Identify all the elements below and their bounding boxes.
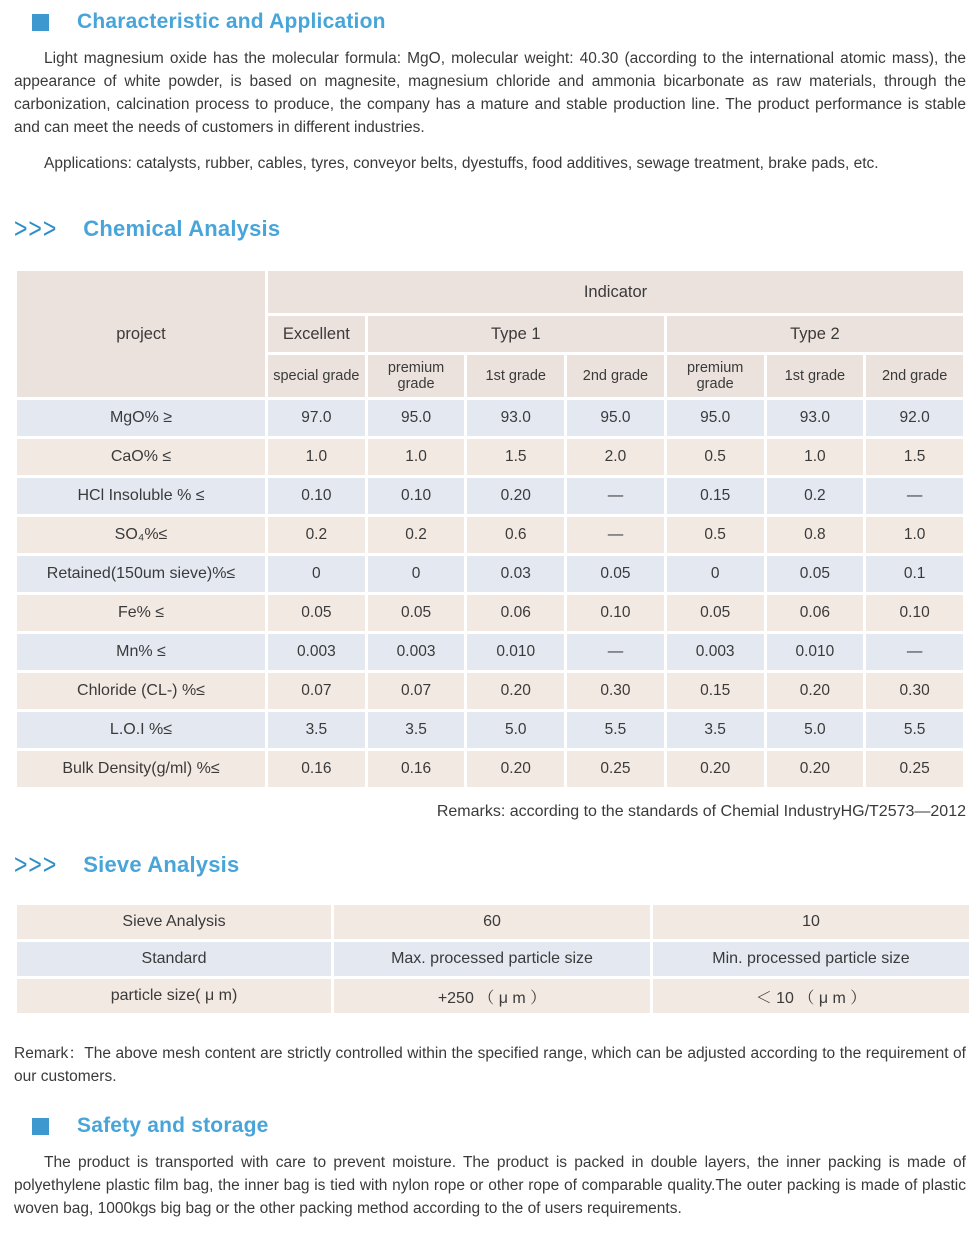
- cell-value: —: [866, 478, 963, 514]
- cell-value: 0.10: [567, 595, 664, 631]
- cell-value: 0.20: [467, 478, 564, 514]
- cell-value: ＜ 10 （ μ m ）: [653, 979, 969, 1013]
- section-title: Safety and storage: [77, 1114, 269, 1137]
- header-project: project: [17, 271, 265, 397]
- cell-value: 5.0: [467, 712, 564, 748]
- cell-value: 0.25: [567, 751, 664, 787]
- row-label: CaO% ≤: [17, 439, 265, 475]
- section-heading-safety: [32, 1114, 966, 1138]
- row-label: SO₄%≤: [17, 517, 265, 553]
- cell-value: 0.003: [368, 634, 465, 670]
- cell-value: 3.5: [667, 712, 764, 748]
- cell-value: 0.30: [866, 673, 963, 709]
- cell-value: +250 （ μ m ）: [334, 979, 650, 1013]
- cell-value: 0.05: [268, 595, 365, 631]
- cell-value: 1.0: [866, 517, 963, 553]
- header-grade: premium grade: [667, 355, 764, 397]
- header-grade: premium grade: [368, 355, 465, 397]
- row-label: Fe% ≤: [17, 595, 265, 631]
- square-bullet-icon: [32, 14, 49, 31]
- cell-value: 0.30: [567, 673, 664, 709]
- table-row-mgo: [17, 400, 963, 436]
- cell-value: 1.5: [467, 439, 564, 475]
- cell-value: 0.25: [866, 751, 963, 787]
- cell-value: 0.8: [767, 517, 864, 553]
- cell-value: 0.5: [667, 439, 764, 475]
- cell-value: 95.0: [667, 400, 764, 436]
- cell-value: 0.010: [767, 634, 864, 670]
- cell-value: 95.0: [368, 400, 465, 436]
- cell-value: Max. processed particle size: [334, 942, 650, 976]
- sieve-analysis-table: [14, 902, 972, 1016]
- cell-value: 0.003: [268, 634, 365, 670]
- cell-value: 0.5: [667, 517, 764, 553]
- cell-value: 0: [667, 556, 764, 592]
- table-row-hcl-insoluble: [17, 478, 963, 514]
- cell-value: 5.5: [567, 712, 664, 748]
- cell-value: 0: [368, 556, 465, 592]
- cell-value: 95.0: [567, 400, 664, 436]
- cell-value: 0.10: [268, 478, 365, 514]
- cell-value: —: [567, 517, 664, 553]
- cell-value: 0.010: [467, 634, 564, 670]
- section-heading-characteristic: [32, 10, 966, 34]
- table-header-row: [17, 271, 963, 313]
- cell-value: 10: [653, 905, 969, 939]
- cell-value: 0.1: [866, 556, 963, 592]
- cell-value: 0.2: [268, 517, 365, 553]
- row-label: Bulk Density(g/ml) %≤: [17, 751, 265, 787]
- table-row-loi: [17, 712, 963, 748]
- table-row-bulk-density: [17, 751, 963, 787]
- cell-value: 0.05: [667, 595, 764, 631]
- table-row-fe: [17, 595, 963, 631]
- section-title: Characteristic and Application: [77, 10, 386, 33]
- cell-value: 1.0: [767, 439, 864, 475]
- cell-value: 0.2: [767, 478, 864, 514]
- cell-value: 0.05: [767, 556, 864, 592]
- cell-value: particle size( μ m): [17, 979, 331, 1013]
- cell-value: Sieve Analysis: [17, 905, 331, 939]
- header-grade: 1st grade: [467, 355, 564, 397]
- cell-value: 97.0: [268, 400, 365, 436]
- cell-value: 0.15: [667, 673, 764, 709]
- cell-value: 0.003: [667, 634, 764, 670]
- table-row-sieve-analysis: [17, 905, 969, 939]
- table-row-chloride: [17, 673, 963, 709]
- characteristic-paragraph: Light magnesium oxide has the molecular formula: MgO, molecular weight: 40.30 (according to the international atomic mass), the appearance of white powder, is based on magnesite, magnesium chloride and ammonia bicarbonate as raw materials, through the carbonization, calcination process to produce, the company has a mature and stable production line. The product performance is stable and can meet the needs of customers in different industries.: [14, 50, 966, 136]
- chemical-analysis-table: [14, 268, 966, 790]
- table-row-mn: [17, 634, 963, 670]
- header-grade: 1st grade: [767, 355, 864, 397]
- section-title: Chemical Analysis: [83, 215, 281, 241]
- triple-chevron-icon: >>>: [14, 847, 58, 881]
- cell-value: 3.5: [368, 712, 465, 748]
- row-label: Mn% ≤: [17, 634, 265, 670]
- header-type2: Type 2: [667, 316, 963, 352]
- cell-value: 0.16: [368, 751, 465, 787]
- cell-value: 93.0: [767, 400, 864, 436]
- cell-value: 0.2: [368, 517, 465, 553]
- cell-value: 5.0: [767, 712, 864, 748]
- cell-value: 0.6: [467, 517, 564, 553]
- cell-value: 0.20: [767, 673, 864, 709]
- cell-value: —: [567, 478, 664, 514]
- cell-value: 0.06: [467, 595, 564, 631]
- cell-value: —: [866, 634, 963, 670]
- sieve-remark: Remark：The above mesh content are strictly controlled within the specified range, which can be adjusted according to the requirement of our customers.: [14, 1045, 966, 1085]
- header-indicator: Indicator: [268, 271, 963, 313]
- header-grade: special grade: [268, 355, 365, 397]
- cell-value: 0.16: [268, 751, 365, 787]
- section-heading-chemical-analysis: [14, 211, 966, 245]
- table-row-standard: [17, 942, 969, 976]
- cell-value: 0.20: [667, 751, 764, 787]
- header-grade: 2nd grade: [567, 355, 664, 397]
- cell-value: 60: [334, 905, 650, 939]
- square-bullet-icon: [32, 1118, 49, 1135]
- row-label: HCl Insoluble % ≤: [17, 478, 265, 514]
- cell-value: 0.05: [567, 556, 664, 592]
- cell-value: 0.20: [767, 751, 864, 787]
- table-row-cao: [17, 439, 963, 475]
- cell-value: 3.5: [268, 712, 365, 748]
- cell-value: 0.15: [667, 478, 764, 514]
- header-excellent: Excellent: [268, 316, 365, 352]
- chemical-remarks: Remarks: according to the standards of Chemial IndustryHG/T2573—2012: [436, 803, 966, 820]
- cell-value: 0.10: [866, 595, 963, 631]
- cell-value: —: [567, 634, 664, 670]
- cell-value: 2.0: [567, 439, 664, 475]
- triple-chevron-icon: >>>: [14, 211, 58, 245]
- applications-line: Applications: catalysts, rubber, cables, tyres, conveyor belts, dyestuffs, food additives, sewage treatment, brake pads, etc.: [44, 155, 879, 172]
- table-row-particle-size: [17, 979, 969, 1013]
- cell-value: 0.03: [467, 556, 564, 592]
- section-title: Sieve Analysis: [83, 851, 240, 877]
- cell-value: 0.20: [467, 751, 564, 787]
- cell-value: 0: [268, 556, 365, 592]
- cell-value: 0.20: [467, 673, 564, 709]
- section-heading-sieve-analysis: [14, 847, 966, 881]
- table-row-retained: [17, 556, 963, 592]
- cell-value: 1.5: [866, 439, 963, 475]
- cell-value: 0.05: [368, 595, 465, 631]
- row-label: MgO% ≥: [17, 400, 265, 436]
- cell-value: 1.0: [268, 439, 365, 475]
- row-label: L.O.I %≤: [17, 712, 265, 748]
- row-label: Chloride (CL-) %≤: [17, 673, 265, 709]
- cell-value: 0.07: [268, 673, 365, 709]
- cell-value: 92.0: [866, 400, 963, 436]
- cell-value: 0.10: [368, 478, 465, 514]
- table-row-so4: [17, 517, 963, 553]
- cell-value: Min. processed particle size: [653, 942, 969, 976]
- header-type1: Type 1: [368, 316, 664, 352]
- cell-value: Standard: [17, 942, 331, 976]
- cell-value: 5.5: [866, 712, 963, 748]
- row-label: Retained(150um sieve)%≤: [17, 556, 265, 592]
- header-grade: 2nd grade: [866, 355, 963, 397]
- cell-value: 0.07: [368, 673, 465, 709]
- safety-paragraph: The product is transported with care to prevent moisture. The product is packed in double layers, the inner packing is made of polyethylene plastic film bag, the inner bag is tied with nylon rope or other rope of comparable quality.The outer packing is made of plastic woven bag, 1000kgs big bag or the other packing method according to the of users requirements.: [14, 1154, 966, 1217]
- cell-value: 0.06: [767, 595, 864, 631]
- cell-value: 93.0: [467, 400, 564, 436]
- cell-value: 1.0: [368, 439, 465, 475]
